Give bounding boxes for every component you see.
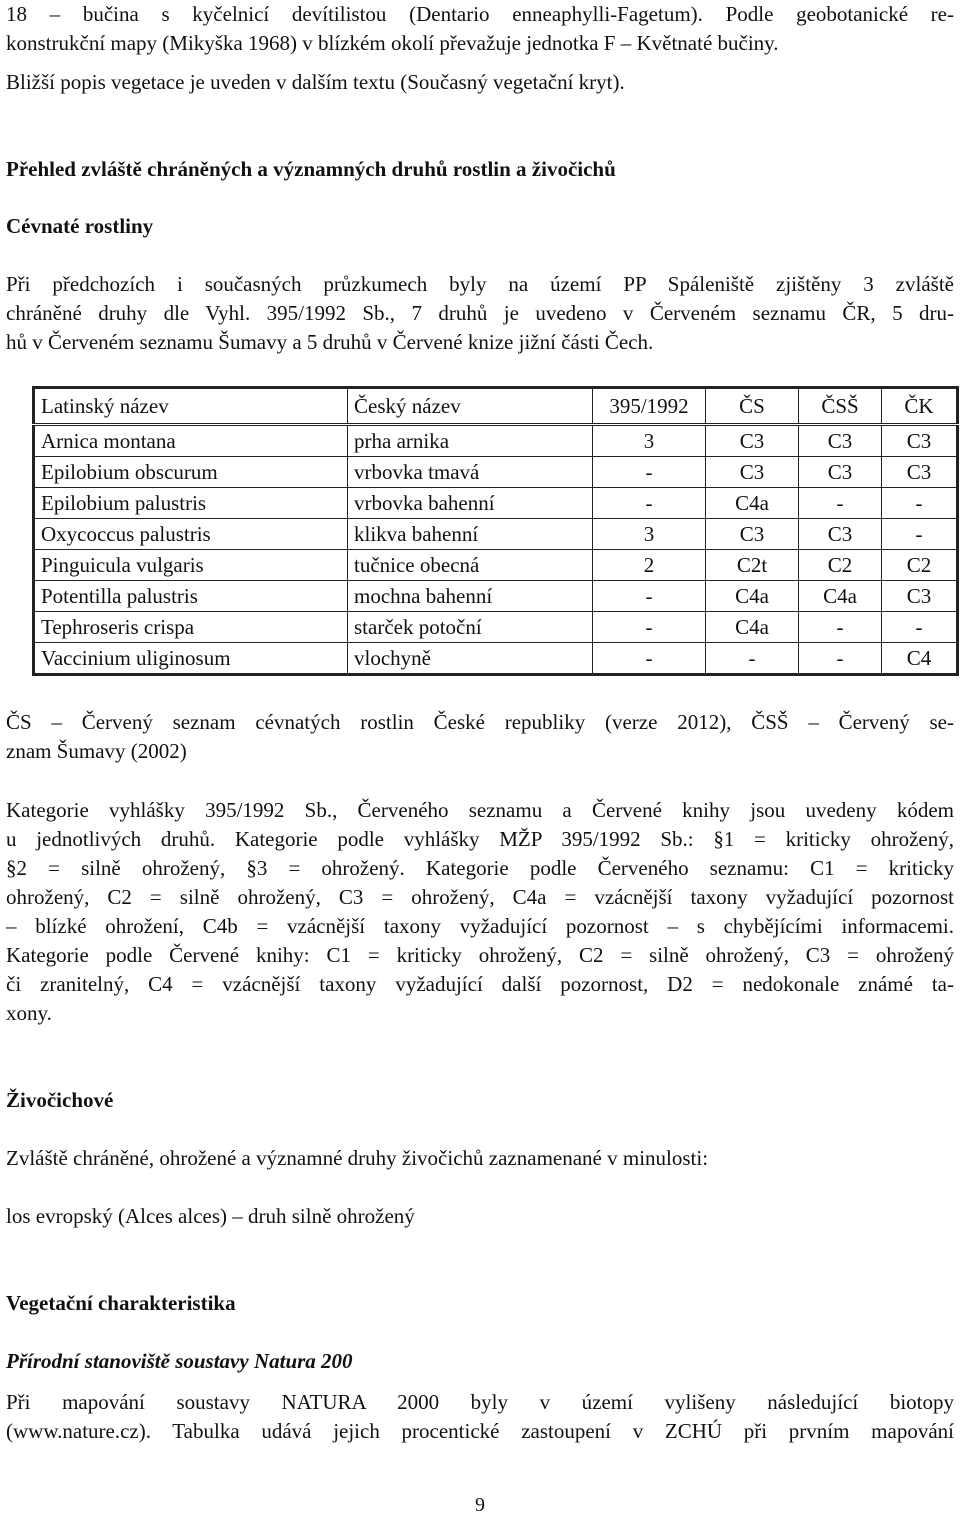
plants-line-3: hů v Červeném seznamu Šumavy a 5 druhů v Červené knize jižní části Čech. (6, 330, 654, 354)
cell-decree: - (593, 612, 706, 643)
heading-plants: Cévnaté rostliny (6, 214, 154, 238)
cell-decree: 3 (593, 519, 706, 550)
cell-ck: C3 (882, 457, 958, 488)
cell-ck: - (882, 519, 958, 550)
cell-ck: C3 (882, 425, 958, 457)
heading-animals: Živočichové (6, 1088, 114, 1112)
cell-ck: C3 (882, 581, 958, 612)
cell-ck: C4 (882, 643, 958, 675)
table-row (34, 643, 958, 675)
cell-czech: starček potoční (348, 612, 593, 643)
categories-line-1: Kategorie vyhlášky 395/1992 Sb., Červeného seznamu a Červené knihy jsou uvedeny kódem (6, 798, 954, 822)
categories-line-4: ohrožený, C2 = silně ohrožený, C3 = ohrožený, C4a = vzácnější taxony vyžadující pozornost (6, 885, 954, 909)
cell-decree: 3 (593, 425, 706, 457)
cell-cs: C3 (706, 519, 799, 550)
natura-line-2: (www.nature.cz). Tabulka udává jejich procentické zastoupení v ZCHÚ při prvním mapování (6, 1419, 954, 1443)
cell-czech: vrbovka tmavá (348, 457, 593, 488)
cell-czech: klikva bahenní (348, 519, 593, 550)
cell-latin: Oxycoccus palustris (34, 519, 348, 550)
cell-decree: - (593, 643, 706, 675)
cell-decree: - (593, 581, 706, 612)
cell-latin: Epilobium obscurum (34, 457, 348, 488)
table-row (34, 581, 958, 612)
cell-css: C3 (799, 425, 882, 457)
cell-ck: - (882, 612, 958, 643)
cell-czech: mochna bahenní (348, 581, 593, 612)
cell-czech: vlochyně (348, 643, 593, 675)
intro-line-1: 18 – bučina s kyčelnicí devítilistou (Dentario enneaphylli-Fagetum). Podle geobotanické re- (6, 2, 954, 26)
header-decree: 395/1992 (593, 388, 706, 425)
cell-decree: - (593, 488, 706, 519)
header-cs: ČS (706, 388, 799, 425)
cell-css: C4a (799, 581, 882, 612)
table-row (34, 488, 958, 519)
legend-line-2: znam Šumavy (2002) (6, 739, 187, 763)
cell-czech: tučnice obecná (348, 550, 593, 581)
cell-css: - (799, 612, 882, 643)
cell-decree: - (593, 457, 706, 488)
cell-latin: Vaccinium uliginosum (34, 643, 348, 675)
intro-paragraph (6, 0, 954, 97)
categories-line-8: xony. (6, 1001, 52, 1025)
header-latin: Latinský název (34, 388, 348, 425)
table-row (34, 519, 958, 550)
cell-css: C3 (799, 457, 882, 488)
table-row (34, 457, 958, 488)
cell-cs: C3 (706, 457, 799, 488)
cell-cs: - (706, 643, 799, 675)
header-css: ČSŠ (799, 388, 882, 425)
species-table (32, 386, 959, 676)
cell-latin: Arnica montana (34, 425, 348, 457)
plants-paragraph (6, 270, 954, 357)
intro-line-3: Bližší popis vegetace je uveden v dalším textu (Současný vegetační kryt). (6, 70, 625, 94)
cell-ck: C2 (882, 550, 958, 581)
table-row (34, 550, 958, 581)
table-header-row (34, 388, 958, 425)
categories-line-3: §2 = silně ohrožený, §3 = ohrožený. Kategorie podle Červeného seznamu: C1 = kriticky (6, 856, 954, 880)
natura-paragraph (6, 1388, 954, 1446)
cell-latin: Pinguicula vulgaris (34, 550, 348, 581)
header-czech: Český název (348, 388, 593, 425)
page-number: 9 (475, 1494, 485, 1516)
cell-latin: Tephroseris crispa (34, 612, 348, 643)
cell-czech: prha arnika (348, 425, 593, 457)
table-row (34, 612, 958, 643)
natura-line-1: Při mapování soustavy NATURA 2000 byly v území vylišeny následující biotopy (6, 1390, 954, 1414)
cell-cs: C4a (706, 612, 799, 643)
categories-paragraph (6, 796, 954, 1028)
categories-line-5: – blízké ohrožení, C4b = vzácnější taxony vyžadující pozornost – s chybějícími informacemi. (6, 914, 954, 938)
cell-decree: 2 (593, 550, 706, 581)
cell-css: C3 (799, 519, 882, 550)
heading-overview: Přehled zvláště chráněných a významných druhů rostlin a živočichů (6, 157, 616, 181)
categories-line-6: Kategorie podle Červené knihy: C1 = kriticky ohrožený, C2 = silně ohrožený, C3 = ohrožený (6, 943, 954, 967)
cell-cs: C2t (706, 550, 799, 581)
cell-ck: - (882, 488, 958, 519)
cell-css: - (799, 643, 882, 675)
header-ck: ČK (882, 388, 958, 425)
cell-css: C2 (799, 550, 882, 581)
cell-cs: C4a (706, 581, 799, 612)
cell-latin: Epilobium palustris (34, 488, 348, 519)
legend-line-1: ČS – Červený seznam cévnatých rostlin České republiky (verze 2012), ČSŠ – Červený se- (6, 710, 954, 734)
plants-line-2: chráněné druhy dle Vyhl. 395/1992 Sb., 7 druhů je uvedeno v Červeném seznamu ČR, 5 dru- (6, 301, 954, 325)
cell-css: - (799, 488, 882, 519)
animals-item: los evropský (Alces alces) – druh silně ohrožený (6, 1204, 415, 1228)
heading-natura: Přírodní stanoviště soustavy Natura 200 (6, 1349, 353, 1373)
cell-czech: vrbovka bahenní (348, 488, 593, 519)
categories-line-2: u jednotlivých druhů. Kategorie podle vyhlášky MŽP 395/1992 Sb.: §1 = kriticky ohrožený, (6, 827, 954, 851)
intro-line-2: konstrukční mapy (Mikyška 1968) v blízkém okolí převažuje jednotka F – Květnaté bučiny. (6, 31, 779, 55)
animals-intro: Zvláště chráněné, ohrožené a významné druhy živočichů zaznamenané v minulosti: (6, 1146, 709, 1170)
heading-vegetation: Vegetační charakteristika (6, 1291, 236, 1315)
cell-cs: C3 (706, 425, 799, 457)
plants-line-1: Při předchozích i současných průzkumech byly na území PP Spáleniště zjištěny 3 zvláště (6, 272, 954, 296)
categories-line-7: či zranitelný, C4 = vzácnější taxony vyžadující další pozornost, D2 = nedokonale známé ta- (6, 972, 954, 996)
cell-latin: Potentilla palustris (34, 581, 348, 612)
legend-paragraph (6, 708, 954, 766)
table-row (34, 425, 958, 457)
cell-cs: C4a (706, 488, 799, 519)
